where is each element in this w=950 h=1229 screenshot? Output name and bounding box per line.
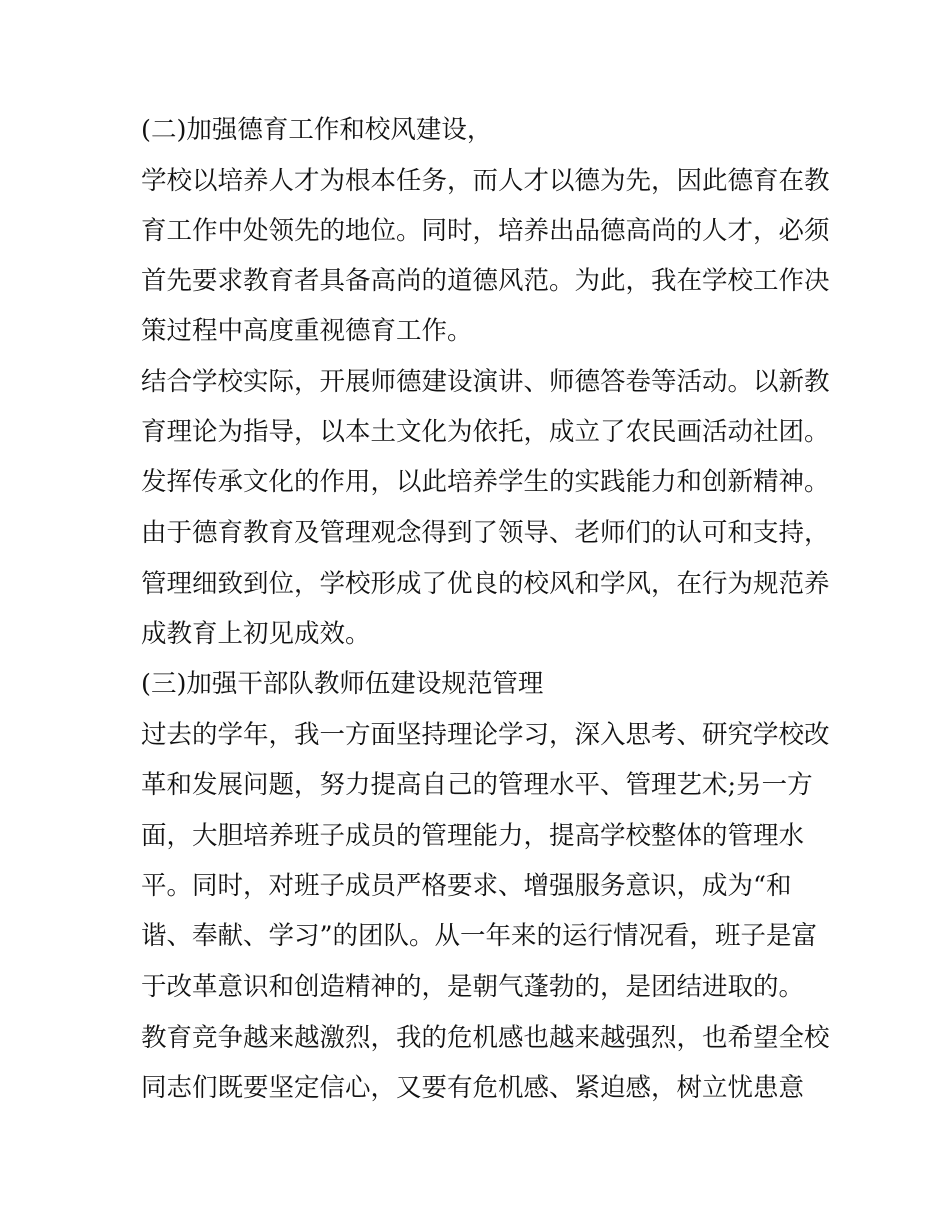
paragraph-line: 谐、奉献、学习”的团队。从一年来的运行情况看，班子是富 <box>141 921 818 951</box>
paragraph-line: 首先要求教育者具备高尚的道德风范。为此，我在学校工作决 <box>141 266 830 296</box>
paragraph-line: 育理论为指导，以本土文化为依托，成立了农民画活动社团。 <box>141 417 830 447</box>
paragraph-line: 由于德育教育及管理观念得到了领导、老师们的认可和支持， <box>141 518 830 548</box>
paragraph-line: 于改革意识和创造精神的，是朝气蓬勃的，是团结进取的。 <box>141 972 805 1002</box>
paragraph-line: 过去的学年，我一方面坚持理论学习，深入思考、研究学校改 <box>141 720 830 750</box>
heading-section-2: (二)加强德育工作和校风建设， <box>141 115 493 145</box>
heading-section-3: (三)加强干部队教师伍建设规范管理 <box>141 669 544 699</box>
paragraph-line: 同志们既要坚定信心，又要有危机感、紧迫感，树立忧患意 <box>141 1073 805 1103</box>
paragraph-line: 结合学校实际，开展师德建设演讲、师德答卷等活动。以新教 <box>141 367 830 397</box>
paragraph-line: 育工作中处领先的地位。同时，培养出品德高尚的人才，必须 <box>141 216 830 246</box>
paragraph-line: 面，大胆培养班子成员的管理能力，提高学校整体的管理水 <box>141 821 805 851</box>
paragraph-line: 成教育上初见成效。 <box>141 619 371 649</box>
paragraph-line: 发挥传承文化的作用，以此培养学生的实践能力和创新精神。 <box>141 467 830 497</box>
paragraph-line: 管理细致到位，学校形成了优良的校风和学风，在行为规范养 <box>141 569 830 599</box>
paragraph-line: 策过程中高度重视德育工作。 <box>141 316 473 346</box>
paragraph-line: 学校以培养人才为根本任务，而人才以德为先，因此德育在教 <box>141 166 830 196</box>
paragraph-line: 革和发展问题，努力提高自己的管理水平、管理艺术;另一方 <box>141 770 813 800</box>
paragraph-line: 教育竞争越来越激烈，我的危机感也越来越强烈，也希望全校 <box>141 1023 830 1053</box>
paragraph-line: 平。同时，对班子成员严格要求、增强服务意识，成为“和 <box>141 871 792 901</box>
